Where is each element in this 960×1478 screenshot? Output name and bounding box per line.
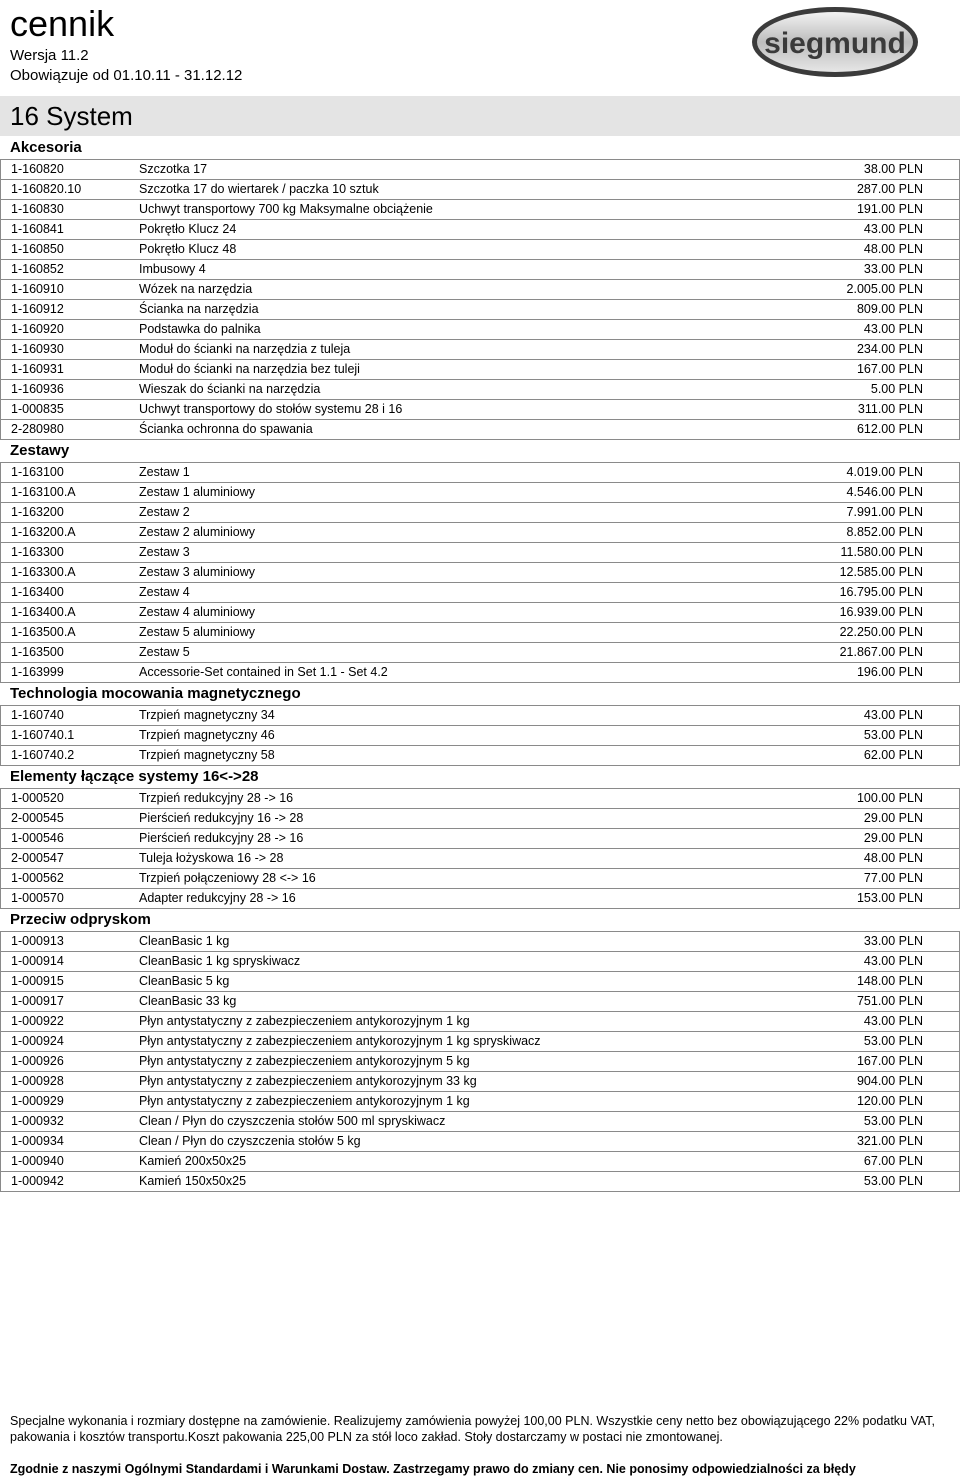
item-price: 751.00 PLN xyxy=(753,992,960,1012)
item-price: 77.00 PLN xyxy=(753,869,960,889)
item-code: 1-160931 xyxy=(1,360,140,380)
price-table xyxy=(0,788,960,909)
item-code: 1-160820 xyxy=(1,160,140,180)
item-name: Zestaw 2 aluminiowy xyxy=(139,523,753,543)
item-price: 196.00 PLN xyxy=(753,663,960,683)
item-price: 43.00 PLN xyxy=(753,320,960,340)
item-code: 1-163999 xyxy=(1,663,140,683)
table-row xyxy=(1,789,960,809)
table-row xyxy=(1,829,960,849)
item-code: 1-000914 xyxy=(1,952,140,972)
item-price: 612.00 PLN xyxy=(753,420,960,440)
item-code: 1-160740.1 xyxy=(1,726,140,746)
item-name: Pokrętło Klucz 24 xyxy=(139,220,753,240)
table-row xyxy=(1,1132,960,1152)
price-table xyxy=(0,931,960,1192)
item-name: Pierścień redukcyjny 28 -> 16 xyxy=(139,829,753,849)
table-row xyxy=(1,483,960,503)
table-row xyxy=(1,952,960,972)
item-price: 8.852.00 PLN xyxy=(753,523,960,543)
item-code: 1-160852 xyxy=(1,260,140,280)
item-name: Moduł do ścianki na narzędzia z tuleja xyxy=(139,340,753,360)
item-name: Zestaw 5 aluminiowy xyxy=(139,623,753,643)
item-name: Zestaw 3 aluminiowy xyxy=(139,563,753,583)
item-code: 1-000520 xyxy=(1,789,140,809)
item-price: 7.991.00 PLN xyxy=(753,503,960,523)
table-row xyxy=(1,623,960,643)
item-code: 1-163200.A xyxy=(1,523,140,543)
item-name: Uchwyt transportowy do stołów systemu 28 i 16 xyxy=(139,400,753,420)
item-name: Trzpień redukcyjny 28 -> 16 xyxy=(139,789,753,809)
item-price: 311.00 PLN xyxy=(753,400,960,420)
item-code: 1-160850 xyxy=(1,240,140,260)
item-name: Wieszak do ścianki na narzędzia xyxy=(139,380,753,400)
item-code: 1-163300 xyxy=(1,543,140,563)
item-price: 148.00 PLN xyxy=(753,972,960,992)
item-price: 809.00 PLN xyxy=(753,300,960,320)
item-name: CleanBasic 33 kg xyxy=(139,992,753,1012)
table-row xyxy=(1,563,960,583)
item-price: 167.00 PLN xyxy=(753,1052,960,1072)
item-name: Ścianka ochronna do spawania xyxy=(139,420,753,440)
table-row xyxy=(1,726,960,746)
table-row xyxy=(1,200,960,220)
item-name: Zestaw 1 aluminiowy xyxy=(139,483,753,503)
table-row xyxy=(1,809,960,829)
item-code: 1-000934 xyxy=(1,1132,140,1152)
item-name: Płyn antystatyczny z zabezpieczeniem antykorozyjnym 5 kg xyxy=(139,1052,753,1072)
item-name: Szczotka 17 xyxy=(139,160,753,180)
item-code: 1-160920 xyxy=(1,320,140,340)
item-price: 67.00 PLN xyxy=(753,1152,960,1172)
table-row xyxy=(1,180,960,200)
price-table xyxy=(0,705,960,766)
item-code: 1-163200 xyxy=(1,503,140,523)
item-name: Wózek na narzędzia xyxy=(139,280,753,300)
item-code: 1-160830 xyxy=(1,200,140,220)
item-code: 2-280980 xyxy=(1,420,140,440)
item-code: 1-000942 xyxy=(1,1172,140,1192)
table-row xyxy=(1,849,960,869)
item-code: 1-000915 xyxy=(1,972,140,992)
footer-terms: Zgodnie z naszymi Ogólnymi Standardami i Warunkami Dostaw. Zastrzegamy prawo do zmiany cen. Nie ponosimy odpowiedzialności za błędy xyxy=(10,1462,856,1476)
item-price: 53.00 PLN xyxy=(753,726,960,746)
table-row xyxy=(1,869,960,889)
table-row xyxy=(1,889,960,909)
section-title: Akcesoria xyxy=(10,139,82,156)
item-code: 1-160820.10 xyxy=(1,180,140,200)
item-code: 1-163500 xyxy=(1,643,140,663)
item-name: Zestaw 5 xyxy=(139,643,753,663)
item-code: 1-163100.A xyxy=(1,483,140,503)
item-name: CleanBasic 1 kg spryskiwacz xyxy=(139,952,753,972)
item-code: 1-160936 xyxy=(1,380,140,400)
item-name: Kamień 150x50x25 xyxy=(139,1172,753,1192)
item-code: 1-160912 xyxy=(1,300,140,320)
item-code: 1-160740.2 xyxy=(1,746,140,766)
item-price: 287.00 PLN xyxy=(753,180,960,200)
table-row xyxy=(1,543,960,563)
table-row xyxy=(1,932,960,952)
table-row xyxy=(1,300,960,320)
item-price: 22.250.00 PLN xyxy=(753,623,960,643)
table-row xyxy=(1,240,960,260)
item-code: 1-000926 xyxy=(1,1052,140,1072)
item-price: 153.00 PLN xyxy=(753,889,960,909)
item-name: Płyn antystatyczny z zabezpieczeniem antykorozyjnym 33 kg xyxy=(139,1072,753,1092)
section-title: Przeciw odpryskom xyxy=(10,911,151,928)
item-code: 1-160930 xyxy=(1,340,140,360)
item-name: Zestaw 1 xyxy=(139,463,753,483)
item-code: 1-000928 xyxy=(1,1072,140,1092)
item-price: 11.580.00 PLN xyxy=(753,543,960,563)
table-row xyxy=(1,463,960,483)
item-price: 234.00 PLN xyxy=(753,340,960,360)
table-row xyxy=(1,1052,960,1072)
item-name: Trzpień połączeniowy 28 <-> 16 xyxy=(139,869,753,889)
item-code: 1-000546 xyxy=(1,829,140,849)
table-row xyxy=(1,400,960,420)
item-code: 1-000929 xyxy=(1,1092,140,1112)
section-title: Zestawy xyxy=(10,442,70,459)
table-row xyxy=(1,380,960,400)
section-title: Technologia mocowania magnetycznego xyxy=(10,685,301,702)
item-code: 2-000545 xyxy=(1,809,140,829)
footer-note: Specjalne wykonania i rozmiary dostępne na zamówienie. Realizujemy zamówienia powyżej 100,00 PLN. Wszystkie ceny netto bez obowiązującego 22% podatku VAT, pakowania i kosztów transportu.Koszt pakowania 225,00 PLN za stół loco zakład. Stoły dostarczamy w postaci nie zmontowanej. xyxy=(10,1414,936,1444)
item-price: 100.00 PLN xyxy=(753,789,960,809)
item-price: 62.00 PLN xyxy=(753,746,960,766)
table-row xyxy=(1,160,960,180)
item-price: 29.00 PLN xyxy=(753,809,960,829)
item-price: 167.00 PLN xyxy=(753,360,960,380)
item-name: Podstawka do palnika xyxy=(139,320,753,340)
item-name: Trzpień magnetyczny 34 xyxy=(139,706,753,726)
item-code: 1-000932 xyxy=(1,1112,140,1132)
item-code: 1-163400 xyxy=(1,583,140,603)
table-row xyxy=(1,1152,960,1172)
table-row xyxy=(1,706,960,726)
logo-text: siegmund xyxy=(764,27,906,60)
table-row xyxy=(1,746,960,766)
table-row xyxy=(1,603,960,623)
price-table xyxy=(0,159,960,440)
price-list xyxy=(0,137,960,1192)
item-code: 1-163100 xyxy=(1,463,140,483)
item-code: 1-163300.A xyxy=(1,563,140,583)
item-price: 48.00 PLN xyxy=(753,849,960,869)
item-code: 1-000922 xyxy=(1,1012,140,1032)
price-table xyxy=(0,462,960,683)
item-name: CleanBasic 5 kg xyxy=(139,972,753,992)
item-name: Trzpień magnetyczny 58 xyxy=(139,746,753,766)
item-name: Zestaw 2 xyxy=(139,503,753,523)
table-row xyxy=(1,1092,960,1112)
table-row xyxy=(1,523,960,543)
item-name: Pierścień redukcyjny 16 -> 28 xyxy=(139,809,753,829)
document-header xyxy=(0,0,960,96)
item-price: 43.00 PLN xyxy=(753,706,960,726)
item-code: 1-163500.A xyxy=(1,623,140,643)
item-price: 43.00 PLN xyxy=(753,1012,960,1032)
item-price: 53.00 PLN xyxy=(753,1032,960,1052)
table-row xyxy=(1,360,960,380)
siegmund-logo xyxy=(750,5,920,79)
item-price: 12.585.00 PLN xyxy=(753,563,960,583)
validity-period: Obowiązuje od 01.10.11 - 31.12.12 xyxy=(10,67,243,84)
item-price: 53.00 PLN xyxy=(753,1112,960,1132)
table-row xyxy=(1,1172,960,1192)
table-row xyxy=(1,260,960,280)
table-row xyxy=(1,992,960,1012)
item-name: Pokrętło Klucz 48 xyxy=(139,240,753,260)
item-code: 1-000917 xyxy=(1,992,140,1012)
item-name: Accessorie-Set contained in Set 1.1 - Set 4.2 xyxy=(139,663,753,683)
table-row xyxy=(1,220,960,240)
table-row xyxy=(1,583,960,603)
item-name: Clean / Płyn do czyszczenia stołów 500 ml spryskiwacz xyxy=(139,1112,753,1132)
item-name: CleanBasic 1 kg xyxy=(139,932,753,952)
item-code: 1-000835 xyxy=(1,400,140,420)
item-name: Zestaw 4 xyxy=(139,583,753,603)
item-price: 904.00 PLN xyxy=(753,1072,960,1092)
item-name: Kamień 200x50x25 xyxy=(139,1152,753,1172)
item-name: Moduł do ścianki na narzędzia bez tuleji xyxy=(139,360,753,380)
item-price: 321.00 PLN xyxy=(753,1132,960,1152)
item-price: 33.00 PLN xyxy=(753,260,960,280)
table-row xyxy=(1,320,960,340)
table-row xyxy=(1,1112,960,1132)
item-name: Płyn antystatyczny z zabezpieczeniem antykorozyjnym 1 kg spryskiwacz xyxy=(139,1032,753,1052)
item-name: Ścianka na narzędzia xyxy=(139,300,753,320)
item-code: 1-000913 xyxy=(1,932,140,952)
item-price: 43.00 PLN xyxy=(753,220,960,240)
item-price: 191.00 PLN xyxy=(753,200,960,220)
item-price: 120.00 PLN xyxy=(753,1092,960,1112)
table-row xyxy=(1,420,960,440)
item-name: Płyn antystatyczny z zabezpieczeniem antykorozyjnym 1 kg xyxy=(139,1012,753,1032)
item-price: 33.00 PLN xyxy=(753,932,960,952)
item-code: 1-163400.A xyxy=(1,603,140,623)
item-price: 21.867.00 PLN xyxy=(753,643,960,663)
item-name: Uchwyt transportowy 700 kg Maksymalne obciążenie xyxy=(139,200,753,220)
table-row xyxy=(1,503,960,523)
item-code: 1-160910 xyxy=(1,280,140,300)
item-code: 1-160841 xyxy=(1,220,140,240)
item-name: Zestaw 4 aluminiowy xyxy=(139,603,753,623)
item-code: 1-000562 xyxy=(1,869,140,889)
item-name: Tuleja łożyskowa 16 -> 28 xyxy=(139,849,753,869)
item-price: 29.00 PLN xyxy=(753,829,960,849)
item-price: 5.00 PLN xyxy=(753,380,960,400)
item-price: 43.00 PLN xyxy=(753,952,960,972)
item-price: 4.546.00 PLN xyxy=(753,483,960,503)
section-title: Elementy łączące systemy 16<->28 xyxy=(10,768,259,785)
item-code: 1-160740 xyxy=(1,706,140,726)
table-row xyxy=(1,340,960,360)
item-code: 1-000924 xyxy=(1,1032,140,1052)
table-row xyxy=(1,280,960,300)
item-price: 38.00 PLN xyxy=(753,160,960,180)
item-name: Imbusowy 4 xyxy=(139,260,753,280)
item-price: 2.005.00 PLN xyxy=(753,280,960,300)
item-price: 48.00 PLN xyxy=(753,240,960,260)
table-row xyxy=(1,972,960,992)
item-name: Trzpień magnetyczny 46 xyxy=(139,726,753,746)
item-price: 16.939.00 PLN xyxy=(753,603,960,623)
item-code: 2-000547 xyxy=(1,849,140,869)
system-title-bar xyxy=(0,96,960,136)
version-label: Wersja 11.2 xyxy=(10,47,89,64)
item-name: Szczotka 17 do wiertarek / paczka 10 sztuk xyxy=(139,180,753,200)
item-code: 1-000940 xyxy=(1,1152,140,1172)
item-name: Clean / Płyn do czyszczenia stołów 5 kg xyxy=(139,1132,753,1152)
item-name: Płyn antystatyczny z zabezpieczeniem antykorozyjnym 1 kg xyxy=(139,1092,753,1112)
item-name: Zestaw 3 xyxy=(139,543,753,563)
item-price: 4.019.00 PLN xyxy=(753,463,960,483)
system-title: 16 System xyxy=(10,101,133,131)
table-row xyxy=(1,1072,960,1092)
item-price: 53.00 PLN xyxy=(753,1172,960,1192)
table-row xyxy=(1,663,960,683)
item-code: 1-000570 xyxy=(1,889,140,909)
table-row xyxy=(1,1012,960,1032)
document-title: cennik xyxy=(10,3,115,44)
item-name: Adapter redukcyjny 28 -> 16 xyxy=(139,889,753,909)
item-price: 16.795.00 PLN xyxy=(753,583,960,603)
table-row xyxy=(1,1032,960,1052)
table-row xyxy=(1,643,960,663)
